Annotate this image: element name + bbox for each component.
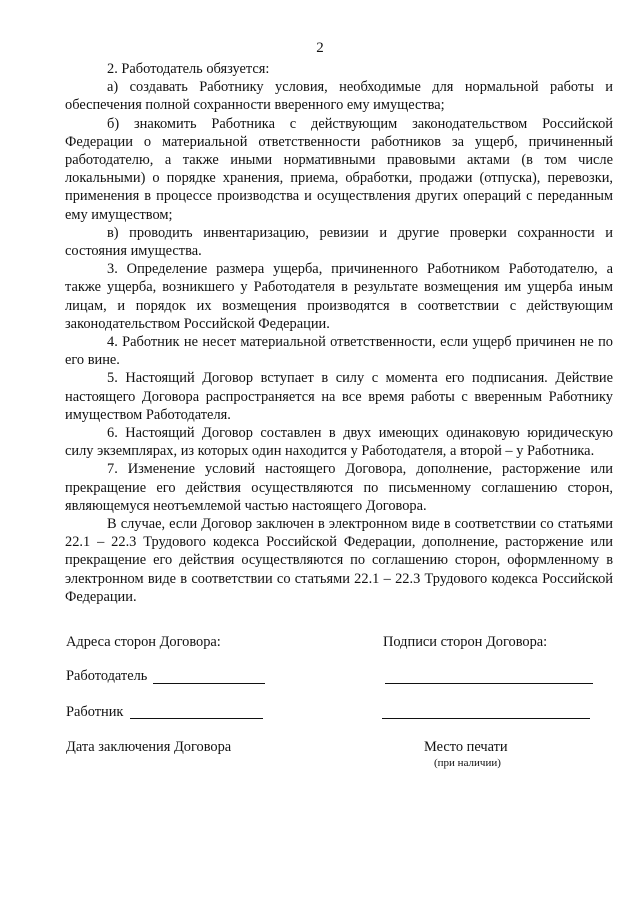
paragraph-employer-obligations: 2. Работодатель обязуется: — [107, 61, 270, 77]
seal-note: (при наличии) — [434, 757, 501, 769]
employer-label: Работодатель — [66, 668, 148, 684]
paragraph-damage-determination: 3. Определение размера ущерба, причиненного Работником Работодателю, а также ущерба, возникшего у Работодателя в результате возмещения им ущерба иным лицам, и порядок их возмещения производятся в соответствии с действующим законодательством Российской Федерации. — [65, 261, 613, 332]
paragraph-no-liability: 4. Работник не несет материальной ответственности, если ущерб причинен не по его вине. — [65, 334, 613, 369]
paragraph-obligation-a: а) создавать Работнику условия, необходимые для нормальной работы и обеспечения полной сохранности вверенного ему имущества; — [65, 79, 613, 114]
paragraph-effective-date: 5. Настоящий Договор вступает в силу с момента его подписания. Действие настоящего Договора распространяется на все время работы с вверенным Работнику имуществом Работодателя. — [65, 370, 613, 423]
paragraph-obligation-b: б) знакомить Работника с действующим законодательством Российской Федерации о материальной ответственности работников за ущерб, причиненный работодателю, а также иными нормативными правовыми актами (в том числе локальными) о порядке хранения, приема, обработки, продажи (отпуска), перевозки, применения в процессе производства и осуществления других операций с переданным ему имуществом; — [65, 115, 613, 223]
paragraph-obligation-c: в) проводить инвентаризацию, ревизии и другие проверки сохранности и состояния имущества. — [65, 224, 613, 260]
paragraph-copies: 6. Настоящий Договор составлен в двух имеющих одинаковую юридическую силу экземплярах, из которых один находится у Работодателя, а второй – у Работника. — [65, 425, 613, 460]
contract-date-label: Дата заключения Договора — [66, 739, 232, 755]
seal-place-label: Место печати — [424, 739, 508, 755]
employer-signature-line — [385, 683, 593, 684]
signatures-label: Подписи сторон Договора: — [383, 634, 548, 650]
addresses-label: Адреса сторон Договора: — [66, 634, 221, 650]
employee-address-line — [130, 718, 263, 719]
employer-address-line — [153, 683, 265, 684]
employee-signature-line — [382, 718, 590, 719]
employee-label: Работник — [66, 704, 124, 720]
page-number: 2 — [316, 40, 324, 56]
paragraph-amendments: 7. Изменение условий настоящего Договора, дополнение, расторжение или прекращение его действия осуществляются по письменному соглашению сторон, являющемуся неотъемлемой частью настоящего Договора. — [65, 461, 613, 514]
paragraph-electronic-form: В случае, если Договор заключен в электронном виде в соответствии со статьями 22.1 – 22.3 Трудового кодекса Российской Федерации, дополнение, расторжение или прекращение его действия осуществляются по соглашению сторон, оформленному в электронном виде в соответствии со статьями 22.1 – 22.3 Трудового кодекса Российской Федерации. — [65, 516, 613, 605]
